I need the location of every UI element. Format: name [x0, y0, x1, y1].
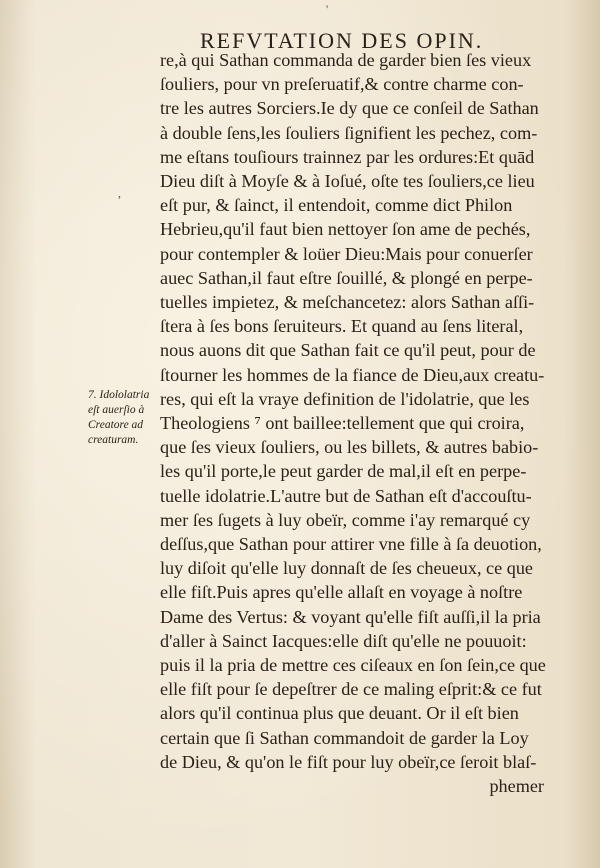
- text-line: de Dieu, & qu'on le fiſt pour luy obeïr,ce ſeroit blaſ-: [160, 751, 537, 772]
- marginal-note-line: creaturam.: [88, 434, 139, 446]
- text-line: ſouliers, pour vn preſeruatif,& contre charme con-: [160, 74, 524, 95]
- ink-speck: ,: [118, 186, 121, 200]
- text-line: Dieu diſt à Moyſe & à Ioſué, oſte tes ſouliers,ce lieu: [160, 171, 535, 192]
- text-line: à double ſens,les ſouliers ſignifient les pechez, com-: [160, 122, 538, 143]
- text-line: alors qu'il continua plus que deuant. Or il eſt bien: [160, 703, 519, 724]
- marginal-note-line: Creatore ad: [88, 419, 144, 431]
- text-line: Theologiens ⁷ ont baillee:tellement que qui croira,: [160, 413, 525, 434]
- text-line: elle fiſt pour ſe depeſtrer de ce maling eſprit:& ce fut: [160, 679, 542, 700]
- text-line: elle fiſt.Puis apres qu'elle allaſt en voyage à noſtre: [160, 582, 523, 603]
- text-line: ſtourner les hommes de la fiance de Dieu,aux creatu-: [160, 364, 545, 385]
- text-line: Dame des Vertus: & voyant qu'elle fiſt auſſi,il la pria: [160, 606, 541, 627]
- text-line: Hebrieu,qu'il faut bien nettoyer ſon ame de pechés,: [160, 219, 531, 240]
- text-line: ſtera à ſes bons ſeruiteurs. Et quand au ſens literal,: [160, 316, 524, 337]
- text-line: auec Sathan,il faut eſtre ſouillé, & plongé en perpe-: [160, 267, 533, 288]
- running-head: REFVTATION DES OPIN.: [200, 28, 484, 53]
- text-line: deſſus,que Sathan pour attirer vne fille à ſa deuotion,: [160, 534, 542, 555]
- body-text: [160, 48, 572, 798]
- text-line: pour contempler & loüer Dieu:Mais pour conuerſer: [160, 243, 533, 264]
- text-line: d'aller à Sainct Iacques:elle diſt qu'elle ne pouuoit:: [160, 630, 527, 651]
- text-line: nous auons dit que Sathan fait ce qu'il peut, pour de: [160, 340, 536, 361]
- text-line: me eſtans touſiours trainnez par les ordures:Et quād: [160, 146, 535, 167]
- text-line: tuelles impietez, & meſchancetez: alors Sathan aſſi-: [160, 292, 535, 313]
- text-line: eſt pur, & ſainct, il entendoit, comme dict Philon: [160, 195, 513, 216]
- text-line: phemer: [489, 776, 544, 797]
- text-line: tuelle idolatrie.L'autre but de Sathan eſt d'accouſtu-: [160, 485, 532, 506]
- text-line: res, qui eſt la vraye definition de l'idolatrie, que les: [160, 388, 530, 409]
- marginal-note-line: 7. Idololatria: [88, 389, 150, 401]
- text-line: les qu'il porte,le peut garder de mal,il eſt en perpe-: [160, 461, 527, 482]
- text-line: tre les autres Sorciers.Ie dy que ce conſeil de Sathan: [160, 98, 539, 119]
- ink-speck: ': [326, 2, 329, 16]
- text-line: certain que ſi Sathan commandoit de garder la Loy: [160, 727, 529, 748]
- text-line: que ſes vieux ſouliers, ou les billets, & autres babio-: [160, 437, 539, 458]
- marginal-note-line: eſt auerſio à: [88, 404, 145, 416]
- marginal-note: [88, 388, 164, 448]
- text-line: puis il la pria de mettre ces ciſeaux en ſon ſein,ce que: [160, 655, 546, 676]
- text-line: re,à qui Sathan commanda de garder bien ſes vieux: [160, 50, 532, 70]
- text-line: mer ſes ſugets à luy obeïr, comme i'ay remarqué cy: [160, 509, 531, 530]
- text-line: luy diſoit qu'elle luy donnaſt de ſes cheueux, ce que: [160, 558, 533, 579]
